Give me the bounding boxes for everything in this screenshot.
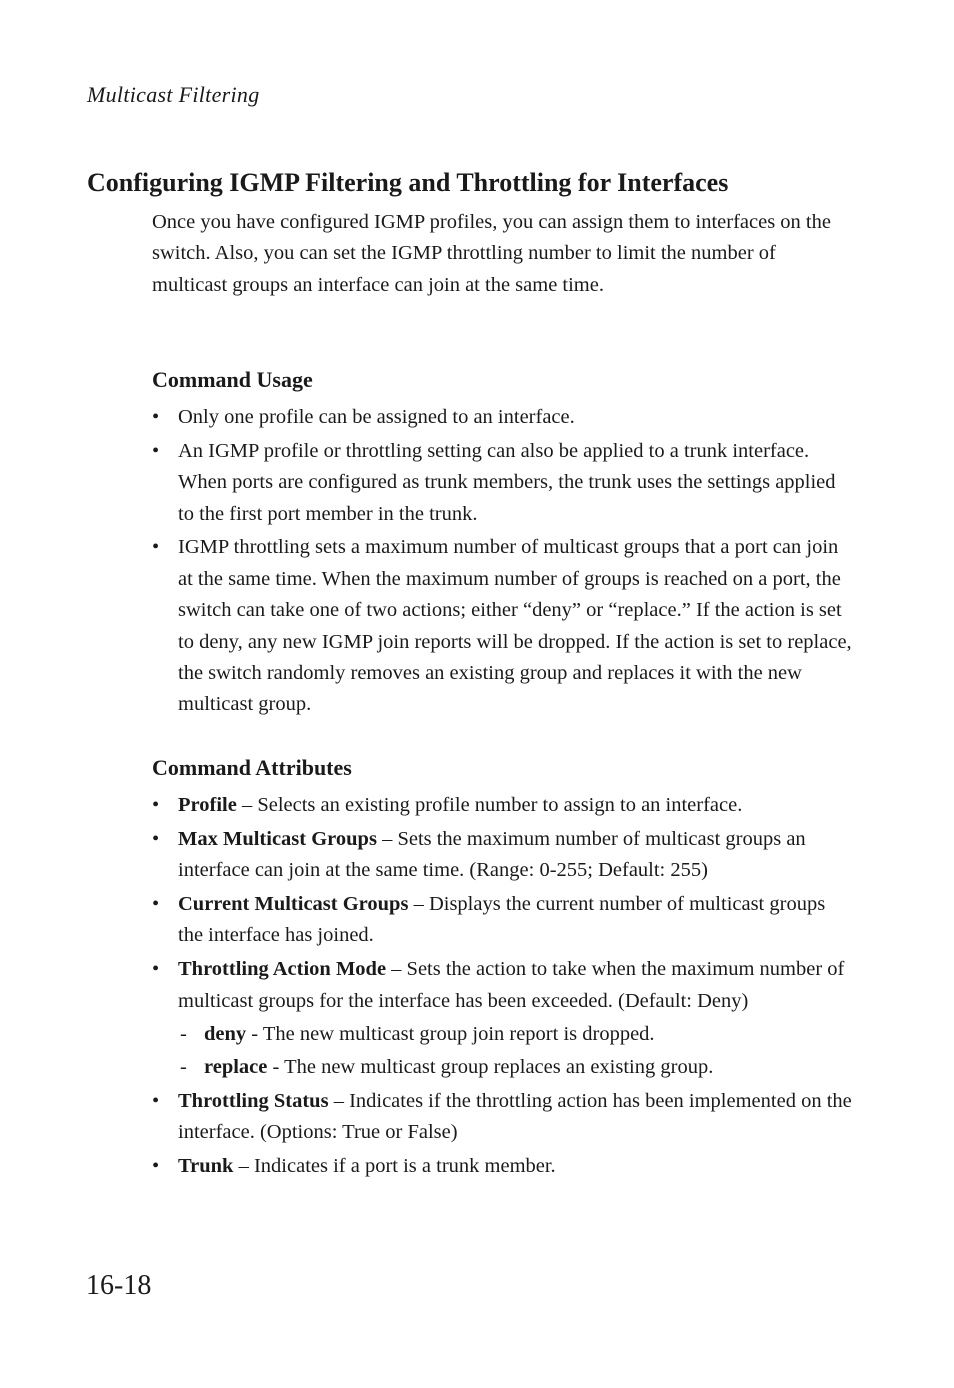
attribute-term: Throttling Status: [178, 1089, 329, 1112]
option-term: replace: [204, 1056, 268, 1079]
attribute-item-trunk: [152, 1151, 852, 1182]
attribute-item-profile: [152, 790, 852, 821]
attribute-term: Throttling Action Mode: [178, 958, 387, 981]
page-number: 16-18: [86, 1270, 152, 1301]
command-usage-list: [152, 402, 852, 723]
attribute-description: – Indicates if a port is a trunk member.: [233, 1155, 556, 1178]
attribute-term: Max Multicast Groups: [178, 827, 377, 850]
attribute-description: – Indicates if the throttling action has been implemented on the interface. (Options: True or False): [178, 1089, 852, 1144]
list-item: • IGMP throttling sets a maximum number of multicast groups that a port can join at the same time. When the maximum number of groups is reached on a port, the switch can take one of two actions; either “deny” or “replace.” If the action is set to deny, any new IGMP join reports will be dropped. If the action is set to replace, the switch randomly removes an existing group and replaces it with the new multicast group.: [152, 532, 852, 720]
action-mode-options: [178, 1019, 852, 1083]
attribute-item-max-multicast-groups: [152, 824, 852, 887]
command-attributes-heading: Command Attributes: [152, 755, 352, 780]
attribute-term: Current Multicast Groups: [178, 893, 409, 915]
command-attributes-list: [152, 790, 852, 1185]
attribute-item-throttling-status: [152, 1086, 852, 1149]
attribute-description: – Sets the action to take when the maximum number of multicast groups for the interface has been exceeded. (Default: Deny): [178, 958, 845, 1012]
intro-paragraph: Once you have configured IGMP profiles, you can assign them to interfaces on the switch. Also, you can set the IGMP throttling number to limit the number of multicast groups an interface can join at the same time.: [152, 211, 831, 296]
list-item: • Only one profile can be assigned to an interface.: [152, 402, 852, 433]
option-description: - The new multicast group join report is dropped.: [246, 1023, 655, 1046]
attribute-description: – Displays the current number of multicast groups the interface has joined.: [178, 893, 826, 947]
option-replace: [178, 1052, 852, 1083]
attribute-description: – Selects an existing profile number to assign to an interface.: [236, 794, 743, 816]
command-usage-heading: Command Usage: [152, 367, 313, 392]
attribute-term: Trunk: [178, 1155, 234, 1178]
attribute-item-current-multicast-groups: [152, 889, 852, 952]
option-deny: [178, 1019, 852, 1050]
option-description: - The new multicast group replaces an existing group.: [267, 1056, 714, 1079]
attribute-item-throttling-action-mode: [152, 954, 852, 1083]
list-item: • An IGMP profile or throttling setting can also be applied to a trunk interface. When ports are configured as trunk members, the trunk uses the settings applied to the first port member in the trunk.: [152, 436, 852, 530]
option-term: deny: [204, 1023, 247, 1046]
section-title: Configuring IGMP Filtering and Throttling for Interfaces: [87, 168, 729, 197]
running-head: Multicast Filtering: [87, 82, 260, 107]
attribute-description: – Sets the maximum number of multicast groups an interface can join at the same time. (Range: 0-255; Default: 255): [178, 827, 806, 882]
attribute-term: Profile: [178, 794, 237, 816]
